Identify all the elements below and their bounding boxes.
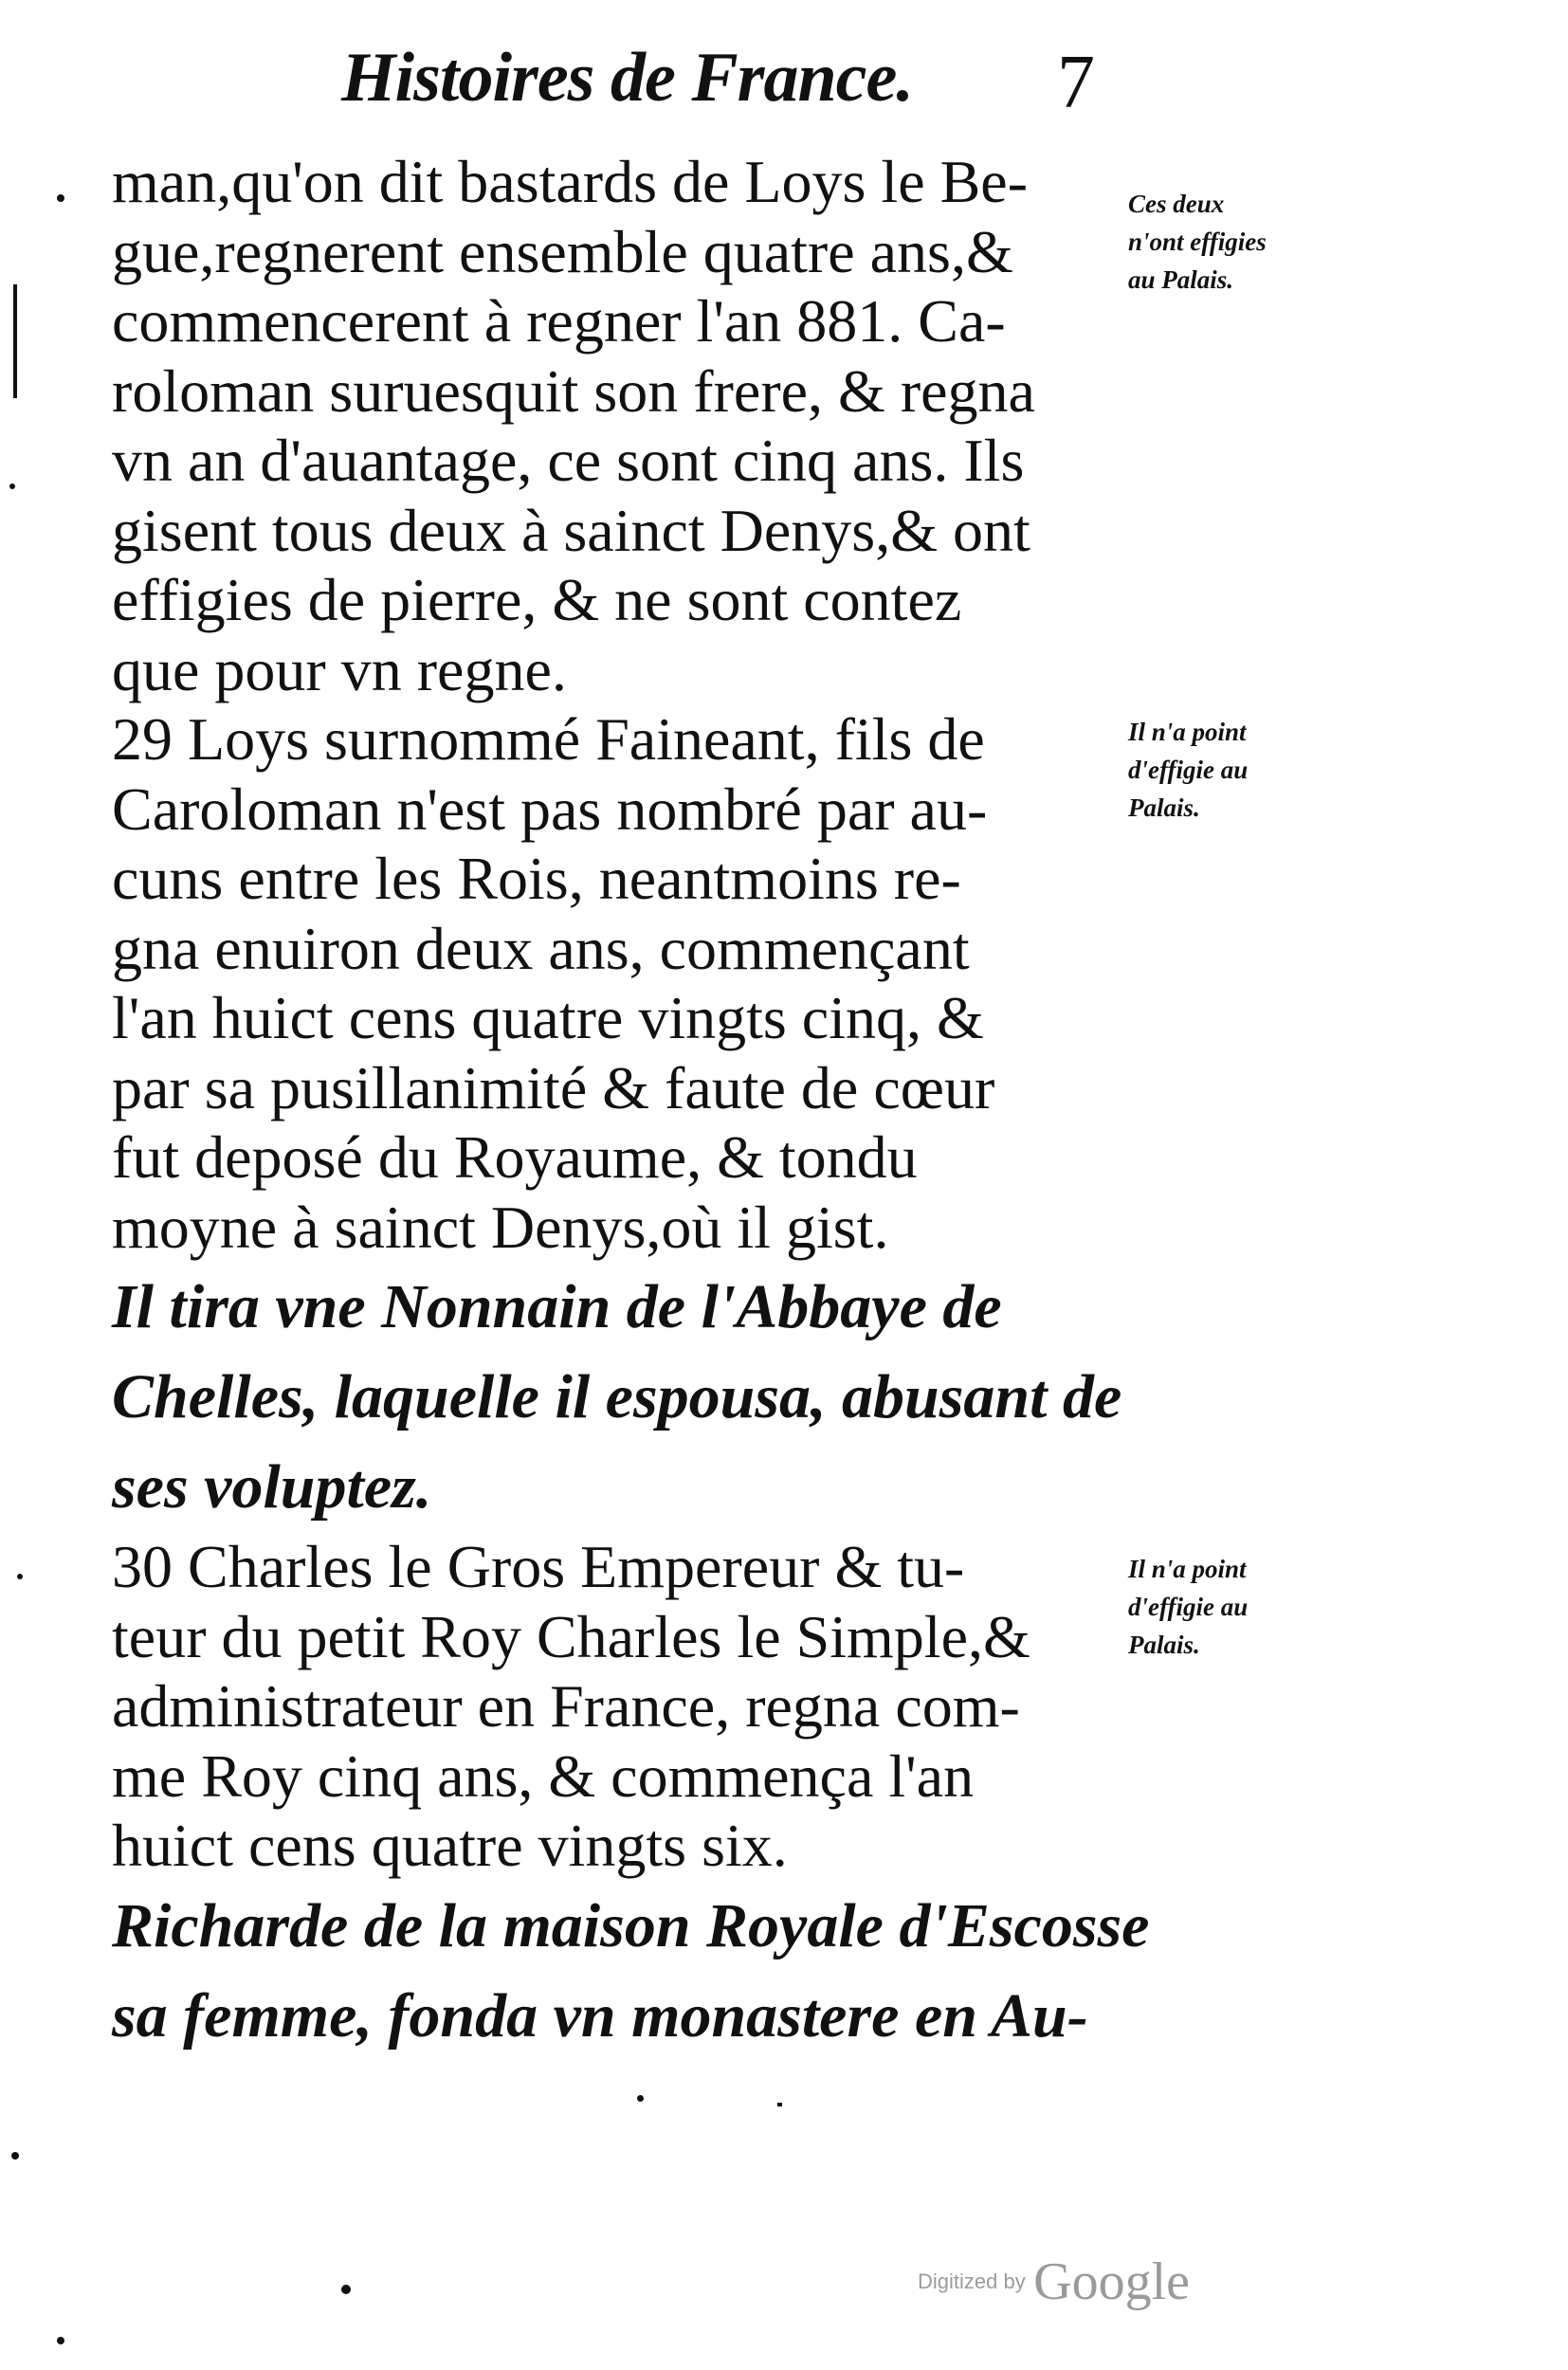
margin-note-line: au Palais. bbox=[1128, 265, 1234, 294]
margin-note bbox=[1128, 1550, 1356, 1664]
text-line: gue,regnerent ensemble quatre ans,& bbox=[112, 217, 1013, 285]
scan-artifact-dot bbox=[57, 2337, 64, 2344]
margin-note-line: Il n'a point bbox=[1128, 718, 1247, 746]
margin-note-line: d'effigie au bbox=[1128, 1593, 1249, 1621]
text-line: huict cens quatre vingts six. bbox=[112, 1812, 788, 1879]
margin-note-line: Palais. bbox=[1128, 1631, 1200, 1659]
page-number: 7 bbox=[1057, 41, 1095, 124]
text-line: teur du petit Roy Charles le Simple,& bbox=[112, 1602, 1030, 1670]
italic-line: Chelles, laquelle il espousa, abusant de bbox=[112, 1362, 1122, 1431]
scan-artifact-dot bbox=[341, 2285, 351, 2294]
text-line: fut deposé du Royaume, & tondu bbox=[112, 1123, 918, 1191]
text-line: effigies de pierre, & ne sont contez bbox=[112, 566, 962, 633]
text-line: 29 Loys surnommé Faineant, fils de bbox=[112, 705, 985, 773]
scan-artifact-dot bbox=[637, 2095, 644, 2102]
scan-artifact-line bbox=[777, 2103, 782, 2106]
margin-note-line: d'effigie au bbox=[1128, 756, 1249, 784]
text-line: gisent tous deux à sainct Denys,& ont bbox=[112, 496, 1030, 564]
text-line: commencerent à regner l'an 881. Ca- bbox=[112, 287, 1006, 355]
scan-artifact-line bbox=[13, 284, 17, 398]
italic-line: Il tira vne Nonnain de l'Abbaye de bbox=[112, 1272, 1002, 1341]
scan-artifact-dot bbox=[57, 194, 64, 202]
margin-note-line: n'ont effigies bbox=[1128, 228, 1267, 256]
scan-artifact-dot bbox=[11, 2152, 19, 2160]
running-title: Histoires de France. bbox=[341, 39, 913, 117]
margin-note bbox=[1128, 713, 1356, 827]
text-line: gna enuiron deux ans, commençant bbox=[112, 914, 970, 982]
margin-note bbox=[1128, 185, 1356, 299]
text-line: administrateur en France, regna com- bbox=[112, 1672, 1020, 1740]
text-line: l'an huict cens quatre vingts cinq, & bbox=[112, 984, 984, 1051]
google-logo: Google bbox=[1033, 2252, 1191, 2311]
text-line: roloman suruesquit son frere, & regna bbox=[112, 356, 1035, 425]
text-line: moyne à sainct Denys,où il gist. bbox=[112, 1193, 889, 1261]
body-text bbox=[112, 147, 1150, 2061]
text-line: que pour vn regne. bbox=[112, 635, 567, 703]
text-line: me Roy cinq ans, & commença l'an bbox=[112, 1741, 975, 1810]
text-line: vn an d'auantage, ce sont cinq ans. Ils bbox=[112, 427, 1025, 494]
italic-line: sa femme, fonda vn monastere en Au- bbox=[112, 1980, 1088, 2051]
italic-line: Richarde de la maison Royale d'Escosse bbox=[112, 1890, 1150, 1960]
text-line: cuns entre les Rois, neantmoins re- bbox=[112, 845, 961, 912]
digitized-watermark bbox=[918, 2252, 1190, 2312]
italic-line: ses voluptez. bbox=[112, 1452, 432, 1522]
text-line: Caroloman n'est pas nombré par au- bbox=[112, 775, 988, 843]
scan-artifact-dot bbox=[17, 1574, 23, 1579]
scan-artifact-dot bbox=[9, 483, 15, 489]
digitized-label: Digitized by bbox=[918, 2270, 1026, 2293]
text-line: par sa pusillanimité & faute de cœur bbox=[112, 1053, 995, 1121]
text-line: 30 Charles le Gros Empereur & tu- bbox=[112, 1533, 965, 1600]
margin-note-line: Palais. bbox=[1128, 793, 1200, 822]
margin-note-line: Ces deux bbox=[1128, 190, 1225, 218]
text-line: man,qu'on dit bastards de Loys le Be- bbox=[112, 148, 1028, 215]
margin-note-line: Il n'a point bbox=[1128, 1555, 1247, 1583]
